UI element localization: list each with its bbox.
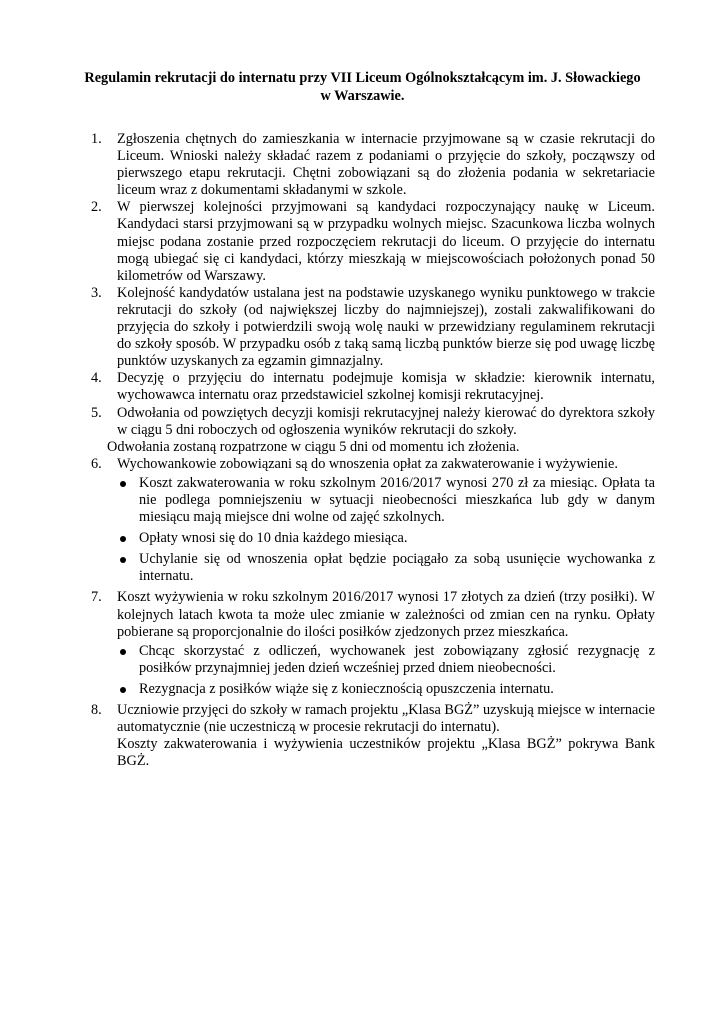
bullet-text: Koszt zakwaterowania w roku szkolnym 2016/2017 wynosi 270 zł za miesiąc. Opłata ta nie podlega pomniejszeniu w sytuacji nieobecności mieszkańca lub gdy w danym miesiącu mają miejsce dni wolne od zajęć szkolnych.: [139, 474, 655, 526]
item-number: 2.: [91, 199, 102, 216]
item-text: Kolejność kandydatów ustalana jest na podstawie uzyskanego wyniku punktowego w trakcie rekrutacji do szkoły (od największej liczby do najmniejszej), zostali zakwalifikowani do przyjęcia do szkoły i potwierdzili swoją wolę nauki w przewidziany regulaminem rekrutacji do szkoły sposób. W przypadku osób z taką samą liczbą punktów bierze się pod uwagę liczbę punktów uzyskanych za egzamin gimnazjalny.: [117, 284, 655, 370]
list-item: [70, 702, 655, 770]
item-number: 6.: [91, 455, 102, 472]
list-item: [70, 131, 655, 199]
list-item: [70, 456, 655, 586]
list-item: [70, 199, 655, 284]
bullet-icon: [120, 557, 126, 563]
item-number: 5.: [91, 404, 102, 421]
bullet-item: [117, 681, 655, 698]
list-item: [70, 589, 655, 698]
bullet-text: Chcąc skorzystać z odliczeń, wychowanek jest zobowiązany zgłosić rezygnację z posiłków przynajmniej jeden dzień wcześniej przed dniem nieobecności.: [139, 642, 655, 676]
item-number: 1.: [91, 131, 102, 147]
bullet-text: Uchylanie się od wnoszenia opłat będzie pociągało za sobą usunięcie wychowanka z internatu.: [139, 551, 655, 585]
item-text: Koszt wyżywienia w roku szkolnym 2016/2017 wynosi 17 złotych za dzień (trzy posiłki). W kolejnych latach kwota ta może ulec zmianie w zależności od zmian cen na rynku. Opłaty pobierane są proporcjonalnie do ilości posiłków zjedzonych przez mieszkańca.: [117, 589, 655, 640]
item-number: 3.: [91, 284, 102, 301]
bullet-item: [117, 551, 655, 585]
bullet-icon: [120, 649, 126, 655]
item-text: Odwołania od powziętych decyzji komisji rekrutacyjnej należy kierować do dyrektora szkoły w ciągu 5 dni roboczych od ogłoszenia wyników rekrutacji do szkoły.: [117, 404, 655, 438]
item-text-continued: Odwołania zostaną rozpatrzone w ciągu 5 dni od momentu ich złożenia.: [107, 438, 520, 455]
list-item: [70, 405, 655, 456]
item-text: W pierwszej kolejności przyjmowani są kandydaci rozpoczynający naukę w Liceum. Kandydaci starsi przyjmowani są w przypadku wolnych miejsc. Szacunkowa liczba wolnych miejsc podana zostanie przed rozpoczęciem rekrutacji do liceum. O przyjęcie do internatu mogą ubiegać się ci kandydaci, którzy mieszkają w miejscowościach położonych ponad 50 kilometrów od Warszawy.: [117, 199, 655, 284]
item-text: Wychowankowie zobowiązani są do wnoszenia opłat za zakwaterowanie i wyżywienie.: [117, 455, 618, 472]
item-text: Decyzję o przyjęciu do internatu podejmuje komisja w składzie: kierownik internatu, wychowawca internatu oraz przedstawiciel szkolnej komisji rekrutacyjnej.: [117, 370, 655, 404]
regulations-list: [70, 131, 655, 770]
bullet-icon: [120, 536, 126, 542]
title-line-1: Regulamin rekrutacji do internatu przy VII Liceum Ogólnokształcącym im. J. Słowackiego: [84, 70, 641, 86]
bullet-list: [117, 643, 655, 698]
bullet-text: Rezygnacja z posiłków wiąże się z koniecznością opuszczenia internatu.: [139, 680, 554, 697]
bullet-list: [117, 475, 655, 586]
item-number: 7.: [91, 589, 102, 606]
bullet-text: Opłaty wnosi się do 10 dnia każdego miesiąca.: [139, 530, 408, 547]
bullet-item: [117, 530, 655, 547]
list-item: [70, 370, 655, 404]
item-text: Zgłoszenia chętnych do zamieszkania w internacie przyjmowane są w czasie rekrutacji do Liceum. Wnioski należy składać razem z podaniami o przyjęcie do szkoły, począwszy od pierwszego etapu rekrutacji. Chętni zobowiązani są do złożenia podania w sekretariacie liceum wraz z dokumentami składanymi w szkole.: [117, 131, 655, 199]
list-item: [70, 285, 655, 370]
bullet-icon: [120, 687, 126, 693]
bullet-icon: [120, 481, 126, 487]
item-text-continued: Koszty zakwaterowania i wyżywienia uczestników projektu „Klasa BGŻ” pokrywa Bank BGŻ.: [117, 736, 655, 770]
regulations-body: [70, 131, 655, 770]
bullet-item: [117, 475, 655, 526]
item-text: Uczniowie przyjęci do szkoły w ramach projektu „Klasa BGŻ” uzyskują miejsce w internacie automatycznie (nie uczestniczą w procesie rekrutacji do internatu).: [117, 702, 655, 736]
item-number: 8.: [91, 702, 102, 718]
bullet-item: [117, 643, 655, 677]
document-title: [70, 69, 655, 105]
title-line-2: w Warszawie.: [320, 88, 405, 104]
item-number: 4.: [91, 370, 102, 387]
